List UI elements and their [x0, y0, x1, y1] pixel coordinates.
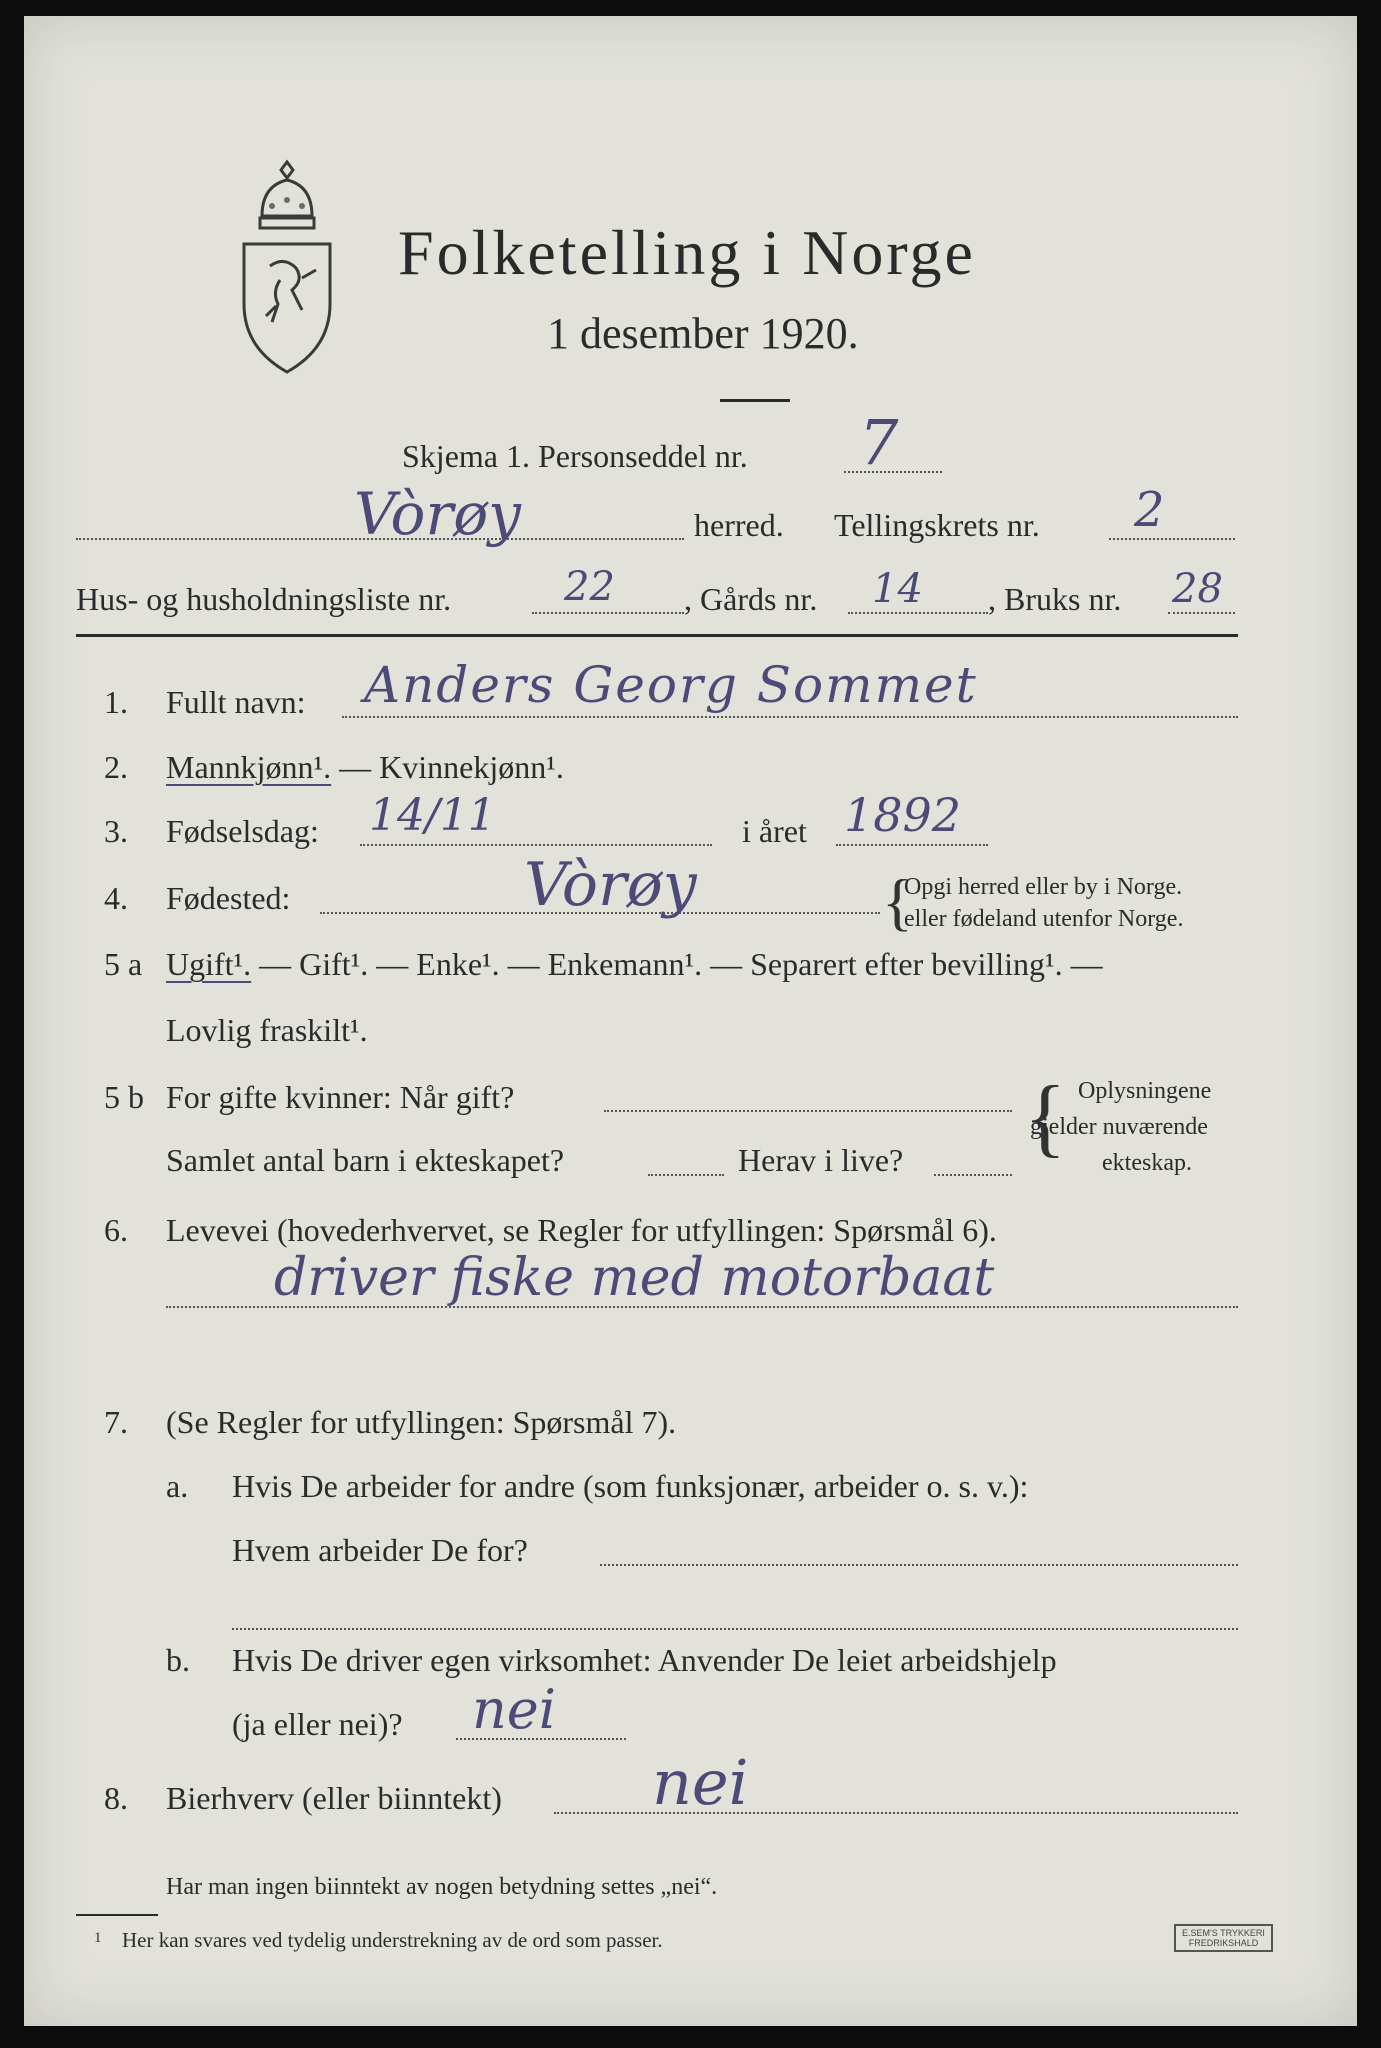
bruks-line — [1168, 612, 1235, 614]
birthplace-label: Fødested: — [166, 880, 291, 916]
q3-number: 3. — [104, 813, 128, 849]
marriage-note-line2: gjelder nuværende — [1030, 1114, 1208, 1140]
full-name-line — [342, 716, 1238, 718]
form-title: Folketelling i Norge — [398, 217, 976, 288]
employee-question-label: Hvis De arbeider for andre (som funksjonær, arbeider o. s. v.): — [232, 1468, 1029, 1504]
q8-number: 8. — [104, 1780, 128, 1816]
full-name-label: Fullt navn: — [166, 684, 306, 720]
marriage-note-line3: ekteskap. — [1102, 1150, 1192, 1176]
children-count-label: Samlet antal barn i ekteskapet? — [166, 1142, 565, 1178]
tellingskrets-number[interactable]: 2 — [1134, 482, 1165, 538]
employer-line-2 — [232, 1628, 1238, 1630]
birthplace-note-line1: Opgi herred eller by i Norge. — [904, 874, 1183, 900]
nei-instruction: Har man ingen biinntekt av nogen betydning settes „nei“. — [166, 1874, 718, 1900]
census-form-page — [24, 16, 1357, 2026]
footnote-rule — [76, 1914, 158, 1916]
birthday-line — [360, 844, 712, 846]
female-option[interactable]: Kvinnekjønn¹. — [379, 749, 564, 785]
marital-other-options[interactable]: — Gift¹. — Enke¹. — Enkemann¹. — Separert efter bevilling¹. — — [251, 946, 1103, 982]
printer-stamp — [1174, 1924, 1273, 1952]
header-separator — [76, 634, 1238, 637]
birthday-label: Fødselsdag: — [166, 813, 319, 849]
q4-number: 4. — [104, 880, 128, 916]
norwegian-coat-of-arms-icon — [232, 156, 342, 378]
hired-help-label: (ja eller nei)? — [232, 1706, 403, 1742]
q7a-letter: a. — [166, 1468, 189, 1504]
footnote-marker: 1 — [94, 1930, 102, 1946]
birth-year-label: i året — [742, 813, 807, 849]
bruks-label: , Bruks nr. — [988, 581, 1122, 617]
birthplace-note-brace: { — [882, 866, 913, 937]
q2-number: 2. — [104, 749, 128, 785]
skjema-label: Skjema 1. Personseddel nr. — [402, 438, 748, 474]
q5b-number: 5 b — [104, 1079, 144, 1115]
tellingskrets-label: Tellingskrets nr. — [834, 507, 1040, 543]
footnote-text: Her kan svares ved tydelig understrekning av de ord som passer. — [122, 1928, 663, 1952]
secondary-income-answer[interactable]: nei — [652, 1746, 749, 1819]
full-name-answer[interactable]: Anders Georg Sommet — [364, 656, 978, 714]
marital-status-row — [166, 946, 1103, 983]
birthplace-answer[interactable]: Vòrøy — [524, 850, 697, 920]
title-divider — [720, 399, 790, 402]
q1-number: 1. — [104, 684, 128, 720]
gender-row — [166, 749, 564, 786]
male-option-selected[interactable]: Mannkjønn¹. — [166, 749, 332, 785]
divorced-option[interactable]: Lovlig fraskilt¹. — [166, 1012, 368, 1048]
children-count-line — [648, 1174, 724, 1176]
tellingskrets-line — [1109, 538, 1235, 540]
self-employed-label: Hvis De driver egen virksomhet: Anvender De leiet arbeidshjelp — [232, 1642, 1057, 1678]
occupation-label: Levevei (hovederhvervet, se Regler for utfyllingen: Spørsmål 6). — [166, 1212, 997, 1248]
herred-answer[interactable]: Vòrøy — [354, 480, 521, 548]
employer-label: Hvem arbeider De for? — [232, 1532, 528, 1568]
husliste-label: Hus- og husholdningsliste nr. — [76, 581, 452, 617]
q7-label: (Se Regler for utfyllingen: Spørsmål 7). — [166, 1404, 677, 1440]
gards-line — [848, 612, 988, 614]
husliste-line — [532, 612, 684, 614]
married-when-line — [604, 1110, 1012, 1112]
q7-number: 7. — [104, 1404, 128, 1440]
children-alive-label: Herav i live? — [738, 1142, 904, 1178]
gards-label: , Gårds nr. — [684, 581, 818, 617]
q6-number: 6. — [104, 1212, 128, 1248]
secondary-income-label: Bierhverv (eller biinntekt) — [166, 1780, 502, 1816]
employer-line — [600, 1564, 1238, 1566]
printer-stamp-line2: FREDRIKSHALD — [1188, 1938, 1259, 1948]
printer-stamp-line1: E.SEM'S TRYKKERI — [1182, 1928, 1265, 1938]
census-date: 1 desember 1920. — [547, 309, 859, 358]
marriage-note-brace: { — [1024, 1069, 1067, 1166]
married-when-label: For gifte kvinner: Når gift? — [166, 1079, 515, 1115]
gards-number[interactable]: 14 — [872, 566, 923, 612]
unmarried-option-selected[interactable]: Ugift¹. — [166, 946, 252, 982]
birthplace-note-line2: eller fødeland utenfor Norge. — [904, 906, 1184, 932]
birth-year-answer[interactable]: 1892 — [844, 788, 962, 842]
hired-help-answer[interactable]: nei — [472, 1678, 557, 1741]
husliste-number[interactable]: 22 — [564, 564, 615, 610]
occupation-answer[interactable]: driver fiske med motorbaat — [274, 1248, 995, 1308]
q5a-number: 5 a — [104, 946, 143, 982]
marriage-note-line1: Oplysningene — [1078, 1078, 1212, 1104]
birth-year-line — [836, 844, 988, 846]
personseddel-number[interactable]: 7 — [859, 406, 899, 479]
q7b-letter: b. — [166, 1642, 190, 1678]
herred-label: herred. — [694, 507, 784, 543]
gender-separator: — — [331, 749, 380, 785]
birthday-answer[interactable]: 14/11 — [369, 790, 496, 841]
children-alive-line — [934, 1174, 1012, 1176]
bruks-number[interactable]: 28 — [1172, 566, 1223, 612]
